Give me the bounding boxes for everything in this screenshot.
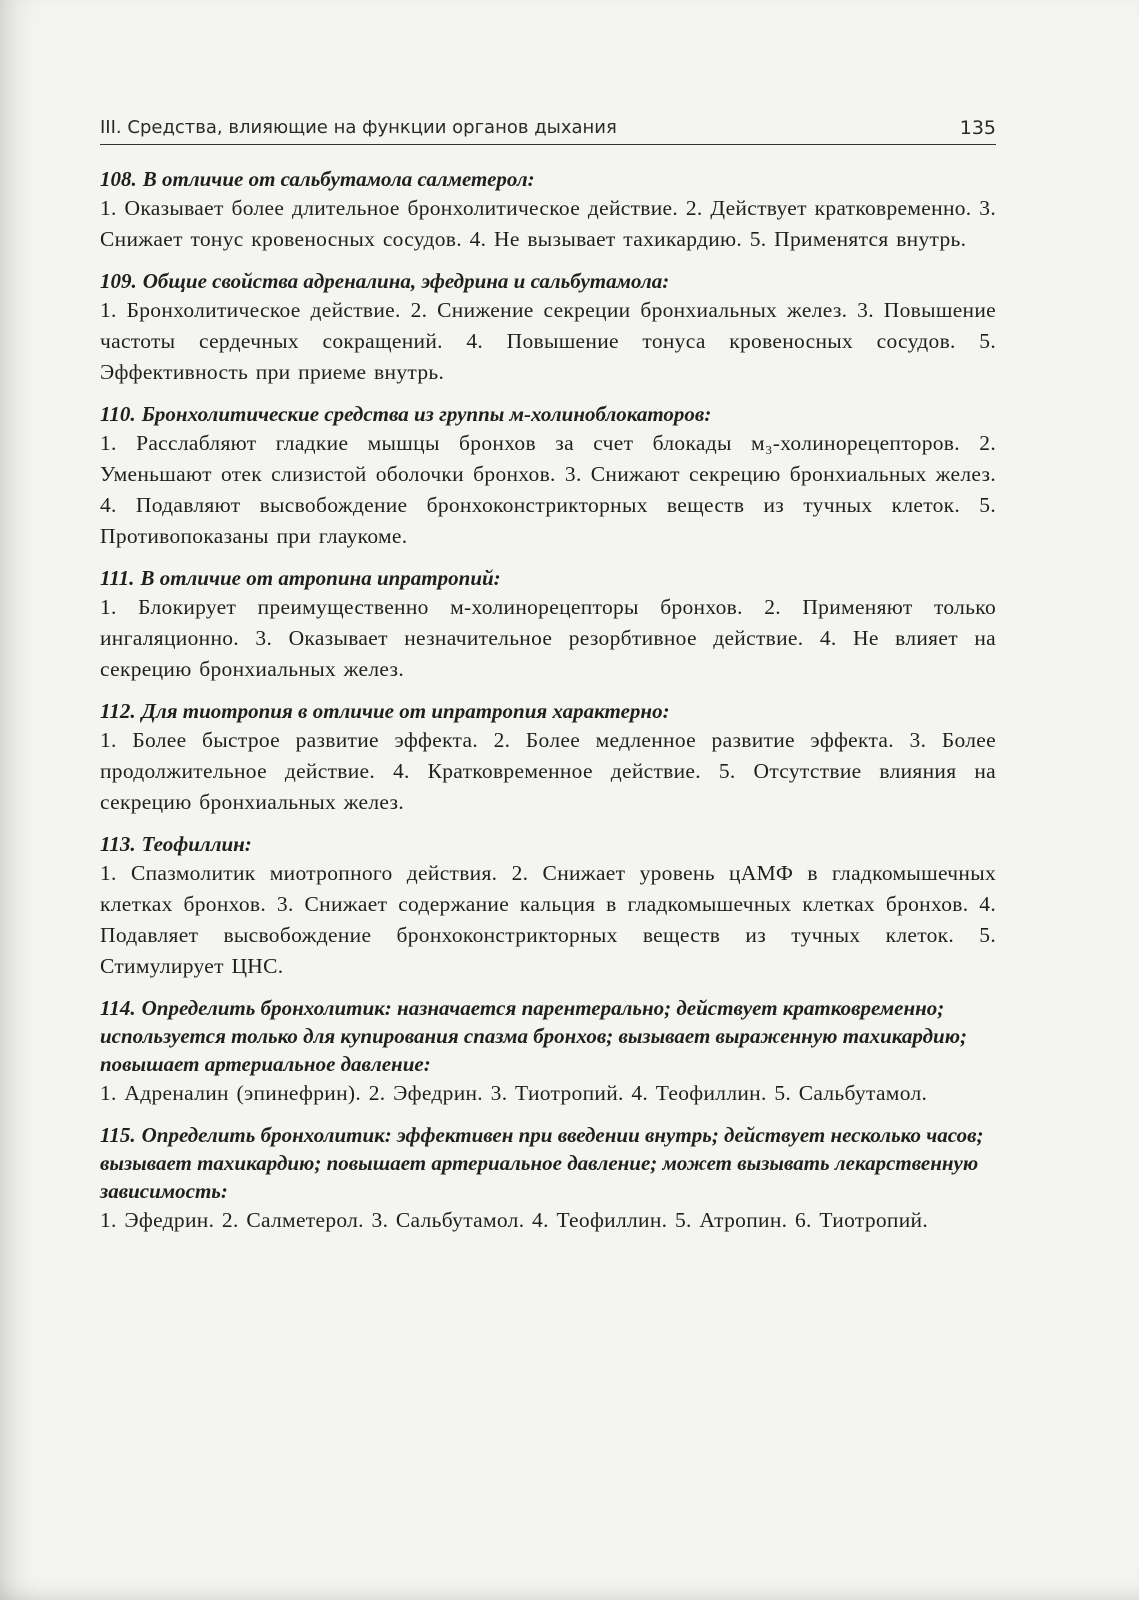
question-110	[100, 400, 996, 552]
answer-options: 1. Расслабляют гладкие мышцы бронхов за счет блокады м₃-холинорецепторов. 2. Уменьшают отек слизистой оболочки бронхов. 3. Снижают секрецию бронхиальных желез. 4. Подавляют высвобождение бронхоконстрикторных веществ из тучных клеток. 5. Противопоказаны при глаукоме.	[100, 431, 996, 548]
running-header	[100, 116, 996, 145]
question-number: 115.	[100, 1123, 136, 1147]
question-text: Бронхолитические средства из группы м-холиноблокаторов:	[141, 402, 712, 426]
question-text: Определить бронхолитик: назначается парентерально; действует кратковременно; используется только для купирования спазма бронхов; вызывает выраженную тахикардию; повышает артериальное давление:	[100, 996, 968, 1076]
page-number: 135	[959, 117, 996, 139]
question-113	[100, 830, 996, 982]
question-prompt	[100, 697, 996, 725]
question-prompt	[100, 165, 996, 193]
question-prompt	[100, 564, 996, 592]
question-109	[100, 267, 996, 388]
question-text: Теофиллин:	[141, 832, 252, 856]
question-number: 114.	[100, 996, 136, 1020]
question-prompt	[100, 830, 996, 858]
question-111	[100, 564, 996, 685]
section-title: III. Средства, влияющие на функции органов дыхания	[100, 117, 617, 138]
question-number: 113.	[100, 832, 136, 856]
question-text: В отличие от атропина ипратропий:	[140, 566, 501, 590]
question-prompt	[100, 1121, 996, 1205]
question-text: Для тиотропия в отличие от ипратропия характерно:	[141, 699, 670, 723]
question-112	[100, 697, 996, 818]
question-number: 110.	[100, 402, 136, 426]
question-114	[100, 994, 996, 1109]
question-text: В отличие от сальбутамола салметерол:	[142, 167, 535, 191]
question-number: 109.	[100, 269, 137, 293]
question-list	[100, 165, 996, 1236]
answer-options: 1. Оказывает более длительное бронхолитическое действие. 2. Действует кратковременно. 3. Снижает тонус кровеносных сосудов. 4. Не вызывает тахикардию. 5. Применятся внутрь.	[100, 196, 996, 251]
question-text: Определить бронхолитик: эффективен при введении внутрь; действует несколько часов; вызывает тахикардию; повышает артериальное давление; может вызывать лекарственную зависимость:	[100, 1123, 984, 1203]
question-text: Общие свойства адреналина, эфедрина и сальбутамола:	[142, 269, 670, 293]
answer-options: 1. Бронхолитическое действие. 2. Снижение секреции бронхиальных желез. 3. Повышение частоты сердечных сокращений. 4. Повышение тонуса кровеносных сосудов. 5. Эффективность при приеме внутрь.	[100, 298, 996, 384]
answer-options: 1. Более быстрое развитие эффекта. 2. Более медленное развитие эффекта. 3. Более продолжительное действие. 4. Кратковременное действие. 5. Отсутствие влияния на секрецию бронхиальных желез.	[100, 728, 996, 814]
question-prompt	[100, 267, 996, 295]
question-number: 108.	[100, 167, 137, 191]
question-number: 112.	[100, 699, 136, 723]
page-content	[100, 116, 996, 1248]
answer-options: 1. Спазмолитик миотропного действия. 2. Снижает уровень цАМФ в гладкомышечных клетках бронхов. 3. Снижает содержание кальция в гладкомышечных клетках бронхов. 4. Подавляет высвобождение бронхоконстрикторных веществ из тучных клеток. 5. Стимулирует ЦНС.	[100, 861, 996, 978]
question-prompt	[100, 994, 996, 1078]
answer-options: 1. Эфедрин. 2. Салметерол. 3. Сальбутамол. 4. Теофиллин. 5. Атропин. 6. Тиотропий.	[100, 1208, 929, 1232]
answer-options: 1. Блокирует преимущественно м-холинорецепторы бронхов. 2. Применяют только ингаляционно. 3. Оказывает незначительное резорбтивное действие. 4. Не влияет на секрецию бронхиальных желез.	[100, 595, 996, 681]
question-prompt	[100, 400, 996, 428]
question-115	[100, 1121, 996, 1236]
question-number: 111.	[100, 566, 135, 590]
answer-options: 1. Адреналин (эпинефрин). 2. Эфедрин. 3. Тиотропий. 4. Теофиллин. 5. Сальбутамол.	[100, 1081, 928, 1105]
question-108	[100, 165, 996, 255]
